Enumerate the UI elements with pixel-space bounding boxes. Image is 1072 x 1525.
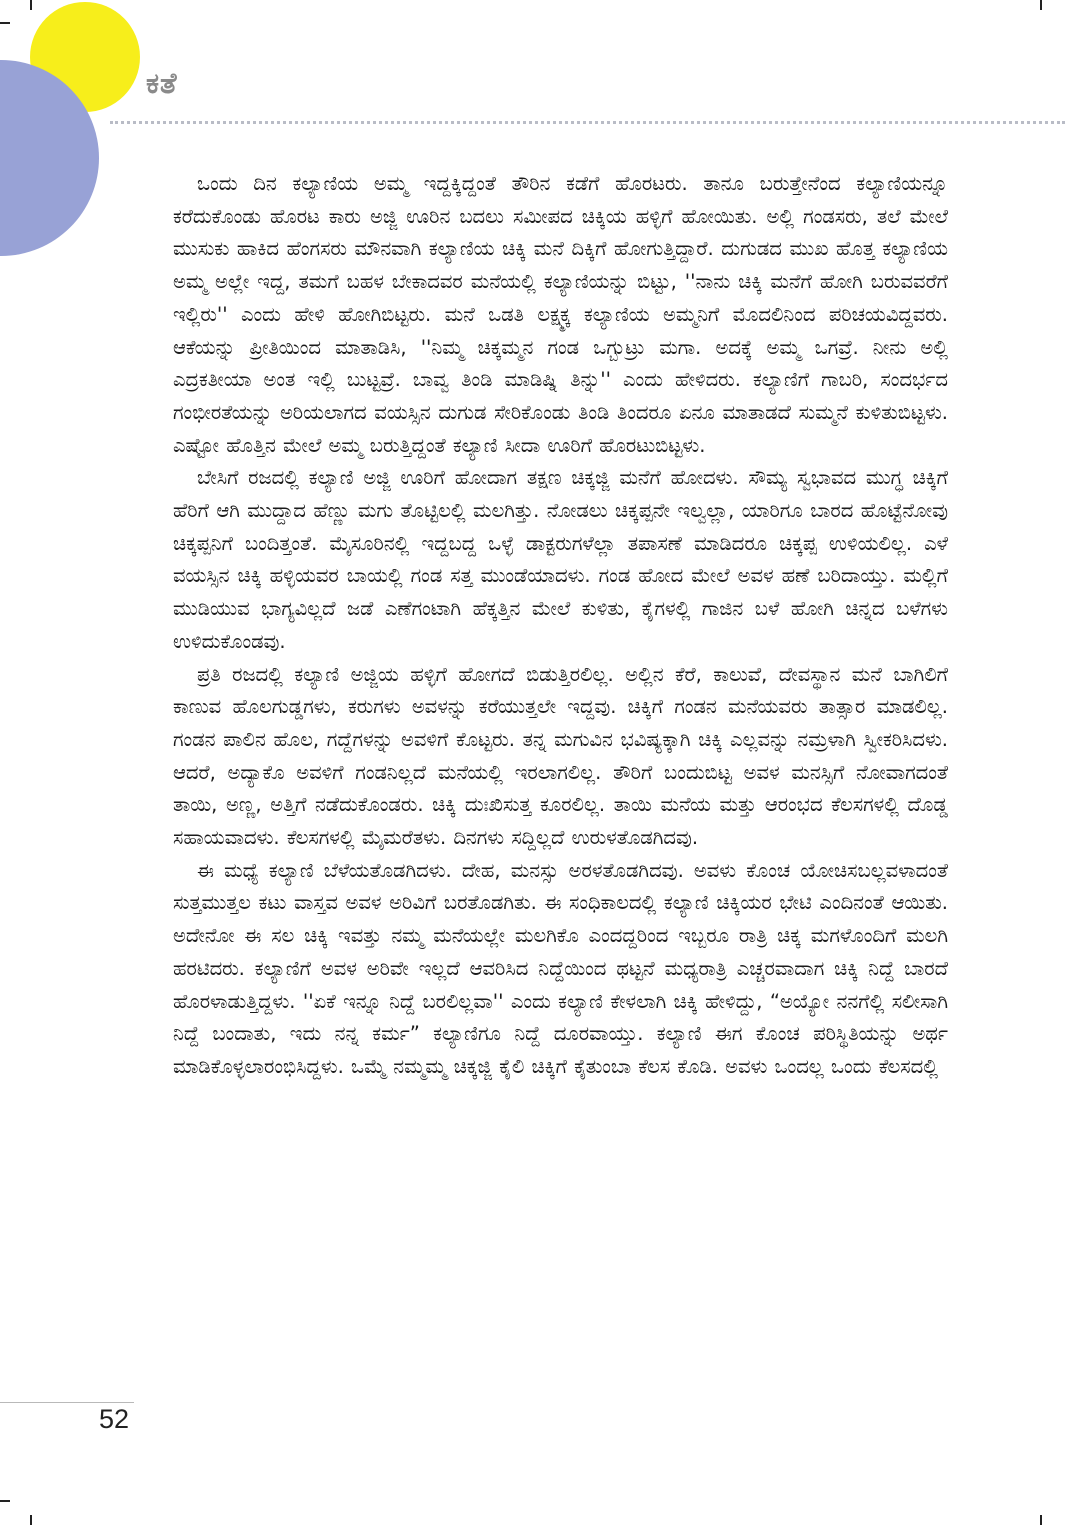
paragraph: ಪ್ರತಿ ರಜದಲ್ಲಿ ಕಲ್ಯಾಣಿ ಅಜ್ಜಿಯ ಹಳ್ಳಿಗೆ ಹೋಗದೆ ಬಿಡುತ್ತಿರಲಿಲ್ಲ. ಅಲ್ಲಿನ ಕೆರೆ, ಕಾಲುವೆ, ದೇವಸ್ಥಾನ ಮನೆ ಬಾಗಿಲಿಗೆ ಕಾಣುವ ಹೊಲಗುಡ್ಡಗಳು, ಕರುಗಳು ಅವಳನ್ನು ಕರೆಯುತ್ತಲೇ ಇದ್ದವು. ಚಿಕ್ಕಿಗೆ ಗಂಡನ ಮನೆಯವರು ತಾತ್ಸಾರ ಮಾಡಲಿಲ್ಲ. ಗಂಡನ ಪಾಲಿನ ಹೊಲ, ಗದ್ದೆಗಳನ್ನು ಅವಳಿಗೆ ಕೊಟ್ಟರು. ತನ್ನ ಮಗುವಿನ ಭವಿಷ್ಯಕ್ಕಾಗಿ ಚಿಕ್ಕಿ ಎಲ್ಲವನ್ನು ನಮ್ರಳಾಗಿ ಸ್ವೀಕರಿಸಿದಳು. ಆದರೆ, ಅದ್ಯಾಕೊ ಅವಳಿಗೆ ಗಂಡನಿಲ್ಲದೆ ಮನೆಯಲ್ಲಿ ಇರಲಾಗಲಿಲ್ಲ. ತೌರಿಗೆ ಬಂದುಬಿಟ್ಟ ಅವಳ ಮನಸ್ಸಿಗೆ ನೋವಾಗದಂತೆ ತಾಯಿ, ಅಣ್ಣ, ಅತ್ತಿಗೆ ನಡೆದುಕೊಂಡರು. ಚಿಕ್ಕಿ ದುಃಖಿಸುತ್ತ ಕೂರಲಿಲ್ಲ. ತಾಯಿ ಮನೆಯ ಮತ್ತು ಆರಂಭದ ಕೆಲಸಗಳಲ್ಲಿ ದೊಡ್ಡ ಸಹಾಯವಾದಳು. ಕೆಲಸಗಳಲ್ಲಿ ಮೈಮರೆತಳು. ದಿನಗಳು ಸದ್ದಿಲ್ಲದೆ ಉರುಳತೊಡಗಿದವು. [173,662,948,850]
paragraph: ಒಂದು ದಿನ ಕಲ್ಯಾಣಿಯ ಅಮ್ಮ ಇದ್ದಕ್ಕಿದ್ದಂತೆ ತೌರಿನ ಕಡೆಗೆ ಹೊರಟರು. ತಾನೂ ಬರುತ್ತೇನೆಂದ ಕಲ್ಯಾಣಿಯನ್ನೂ ಕರೆದುಕೊಂಡು ಹೊರಟ ಕಾರು ಅಜ್ಜಿ ಊರಿನ ಬದಲು ಸಮೀಪದ ಚಿಕ್ಕಿಯ ಹಳ್ಳಿಗೆ ಹೋಯಿತು. ಅಲ್ಲಿ ಗಂಡಸರು, ತಲೆ ಮೇಲೆ ಮುಸುಕು ಹಾಕಿದ ಹೆಂಗಸರು ಮೌನವಾಗಿ ಕಲ್ಯಾಣಿಯ ಚಿಕ್ಕಿ ಮನೆ ದಿಕ್ಕಿಗೆ ಹೋಗುತ್ತಿದ್ದಾರೆ. ದುಗುಡದ ಮುಖ ಹೊತ್ತ ಕಲ್ಯಾಣಿಯ ಅಮ್ಮ ಅಲ್ಲೇ ಇದ್ದ, ತಮಗೆ ಬಹಳ ಬೇಕಾದವರ ಮನೆಯಲ್ಲಿ ಕಲ್ಯಾಣಿಯನ್ನು ಬಿಟ್ಟು, ''ನಾನು ಚಿಕ್ಕಿ ಮನೆಗೆ ಹೋಗಿ ಬರುವವರೆಗೆ ಇಲ್ಲಿರು'' ಎಂದು ಹೇಳಿ ಹೋಗಿಬಿಟ್ಟರು. ಮನೆ ಒಡತಿ ಲಕ್ಷ್ಮಕ್ಕ ಕಲ್ಯಾಣಿಯ ಅಮ್ಮನಿಗೆ ಮೊದಲಿನಿಂದ ಪರಿಚಯವಿದ್ದವರು. ಆಕೆಯನ್ನು ಪ್ರೀತಿಯಿಂದ ಮಾತಾಡಿಸಿ, ''ನಿಮ್ಮ ಚಿಕ್ಕಮ್ಮನ ಗಂಡ ಒಗ್ಬುಟ್ರು ಮಗಾ. ಅದಕ್ಕೆ ಅಮ್ಮ ಒಗವ್ರೆ. ನೀನು ಅಲ್ಲಿ ಎದ್ರಕತೀಯಾ ಅಂತ ಇಲ್ಲಿ ಬುಟ್ಟವ್ರೆ. ಬಾವ್ವ ತಿಂಡಿ ಮಾಡಿಷ್ನಿ ತಿನ್ನು'' ಎಂದು ಹೇಳಿದರು. ಕಲ್ಯಾಣಿಗೆ ಗಾಬರಿ, ಸಂದರ್ಭದ ಗಂಭೀರತೆಯನ್ನು ಅರಿಯಲಾಗದ ವಯಸ್ಸಿನ ದುಗುಡ ಸೇರಿಕೊಂಡು ತಿಂಡಿ ತಿಂದರೂ ಏನೂ ಮಾತಾಡದೆ ಸುಮ್ಮನೆ ಕುಳಿತುಬಿಟ್ಟಳು. ಎಷ್ಟೋ ಹೊತ್ತಿನ ಮೇಲೆ ಅಮ್ಮ ಬರುತ್ತಿದ್ದಂತೆ ಕಲ್ಯಾಣಿ ಸೀದಾ ಊರಿಗೆ ಹೊರಟುಬಿಟ್ಟಳು. [173,172,948,457]
section-title: ಕತೆ [146,66,178,100]
crop-mark [30,1515,32,1525]
footer-rule [0,1402,134,1403]
crop-mark [1040,1515,1042,1525]
crop-mark [1040,0,1042,10]
crop-mark [0,22,10,24]
paragraph: ಈ ಮಧ್ಯೆ ಕಲ್ಯಾಣಿ ಬೆಳೆಯತೊಡಗಿದಳು. ದೇಹ, ಮನಸ್ಸು ಅರಳತೊಡಗಿದವು. ಅವಳು ಕೊಂಚ ಯೋಚಿಸಬಲ್ಲವಳಾದಂತೆ ಸುತ್ತಮುತ್ತಲ ಕಟು ವಾಸ್ತವ ಅವಳ ಅರಿವಿಗೆ ಬರತೊಡಗಿತು. ಈ ಸಂಧಿಕಾಲದಲ್ಲಿ ಕಲ್ಯಾಣಿ ಚಿಕ್ಕಿಯರ ಭೇಟಿ ಎಂದಿನಂತೆ ಆಯಿತು. ಅದೇನೋ ಈ ಸಲ ಚಿಕ್ಕಿ ಇವತ್ತು ನಮ್ಮ ಮನೆಯಲ್ಲೇ ಮಲಗಿಕೊ ಎಂದದ್ದರಿಂದ ಇಬ್ಬರೂ ರಾತ್ರಿ ಚಿಕ್ಕ ಮಗಳೊಂದಿಗೆ ಮಲಗಿ ಹರಟಿದರು. ಕಲ್ಯಾಣಿಗೆ ಅವಳ ಅರಿವೇ ಇಲ್ಲದೆ ಆವರಿಸಿದ ನಿದ್ದೆಯಿಂದ ಥಟ್ಟನೆ ಮಧ್ಯರಾತ್ರಿ ಎಚ್ಚರವಾದಾಗ ಚಿಕ್ಕಿ ನಿದ್ದೆ ಬಾರದೆ ಹೊರಳಾಡುತ್ತಿದ್ದಳು. ''ಏಕೆ ಇನ್ನೂ ನಿದ್ದೆ ಬರಲಿಲ್ಲವಾ'' ಎಂದು ಕಲ್ಯಾಣಿ ಕೇಳಲಾಗಿ ಚಿಕ್ಕಿ ಹೇಳಿದ್ದು, “ಅಯ್ಯೋ ನನಗೆಲ್ಲಿ ಸಲೀಸಾಗಿ ನಿದ್ದೆ ಬಂದಾತು, ಇದು ನನ್ನ ಕರ್ಮ” ಕಲ್ಯಾಣಿಗೂ ನಿದ್ದೆ ದೂರವಾಯ್ತು. ಕಲ್ಯಾಣಿ ಈಗ ಕೊಂಚ ಪರಿಸ್ಥಿತಿಯನ್ನು ಅರ್ಥ ಮಾಡಿಕೊಳ್ಳಲಾರಂಭಿಸಿದ್ದಳು. ಒಮ್ಮೆ ನಮ್ಮಮ್ಮ ಚಿಕ್ಕಜ್ಜಿ ಕೈಲಿ ಚಿಕ್ಕಿಗೆ ಕೈತುಂಬಾ ಕೆಲಸ ಕೊಡಿ. ಅವಳು ಒಂದಲ್ಲ ಒಂದು ಕೆಲಸದಲ್ಲಿ [173,858,948,1078]
page-number: 52 [99,1404,130,1434]
header-dotted-rule [110,121,1065,124]
story-body [173,168,948,1400]
crop-mark [30,0,32,10]
crop-mark [0,1500,10,1502]
paragraph: ಬೇಸಿಗೆ ರಜದಲ್ಲಿ ಕಲ್ಯಾಣಿ ಅಜ್ಜಿ ಊರಿಗೆ ಹೋದಾಗ ತಕ್ಷಣ ಚಿಕ್ಕಜ್ಜಿ ಮನೆಗೆ ಹೋದಳು. ಸೌಮ್ಯ ಸ್ವಭಾವದ ಮುಗ್ಧ ಚಿಕ್ಕಿಗೆ ಹೆರಿಗೆ ಆಗಿ ಮುದ್ದಾದ ಹೆಣ್ಣು ಮಗು ತೊಟ್ಟಿಲಲ್ಲಿ ಮಲಗಿತ್ತು. ನೋಡಲು ಚಿಕ್ಕಪ್ಪನೇ ಇಲ್ವಲ್ಲಾ, ಯಾರಿಗೂ ಬಾರದ ಹೊಟ್ಟೆನೋವು ಚಿಕ್ಕಪ್ಪನಿಗೆ ಬಂದಿತ್ತಂತೆ. ಮೈಸೂರಿನಲ್ಲಿ ಇದ್ದಬದ್ದ ಒಳ್ಳೆ ಡಾಕ್ಟರುಗಳೆಲ್ಲಾ ತಪಾಸಣೆ ಮಾಡಿದರೂ ಚಿಕ್ಕಪ್ಪ ಉಳಿಯಲಿಲ್ಲ. ಎಳೆ ವಯಸ್ಸಿನ ಚಿಕ್ಕಿ ಹಳ್ಳಿಯವರ ಬಾಯಲ್ಲಿ ಗಂಡ ಸತ್ತ ಮುಂಡೆಯಾದಳು. ಗಂಡ ಹೋದ ಮೇಲೆ ಅವಳ ಹಣೆ ಬರಿದಾಯ್ತು. ಮಲ್ಲಿಗೆ ಮುಡಿಯುವ ಭಾಗ್ಯವಿಲ್ಲದೆ ಜಡೆ ಎಣೆಗಂಟಾಗಿ ಹೆಕ್ಕತ್ತಿನ ಮೇಲೆ ಕುಳಿತು, ಕೈಗಳಲ್ಲಿ ಗಾಜಿನ ಬಳೆ ಹೋಗಿ ಚಿನ್ನದ ಬಳೆಗಳು ಉಳಿದುಕೊಂಡವು. [173,466,948,653]
